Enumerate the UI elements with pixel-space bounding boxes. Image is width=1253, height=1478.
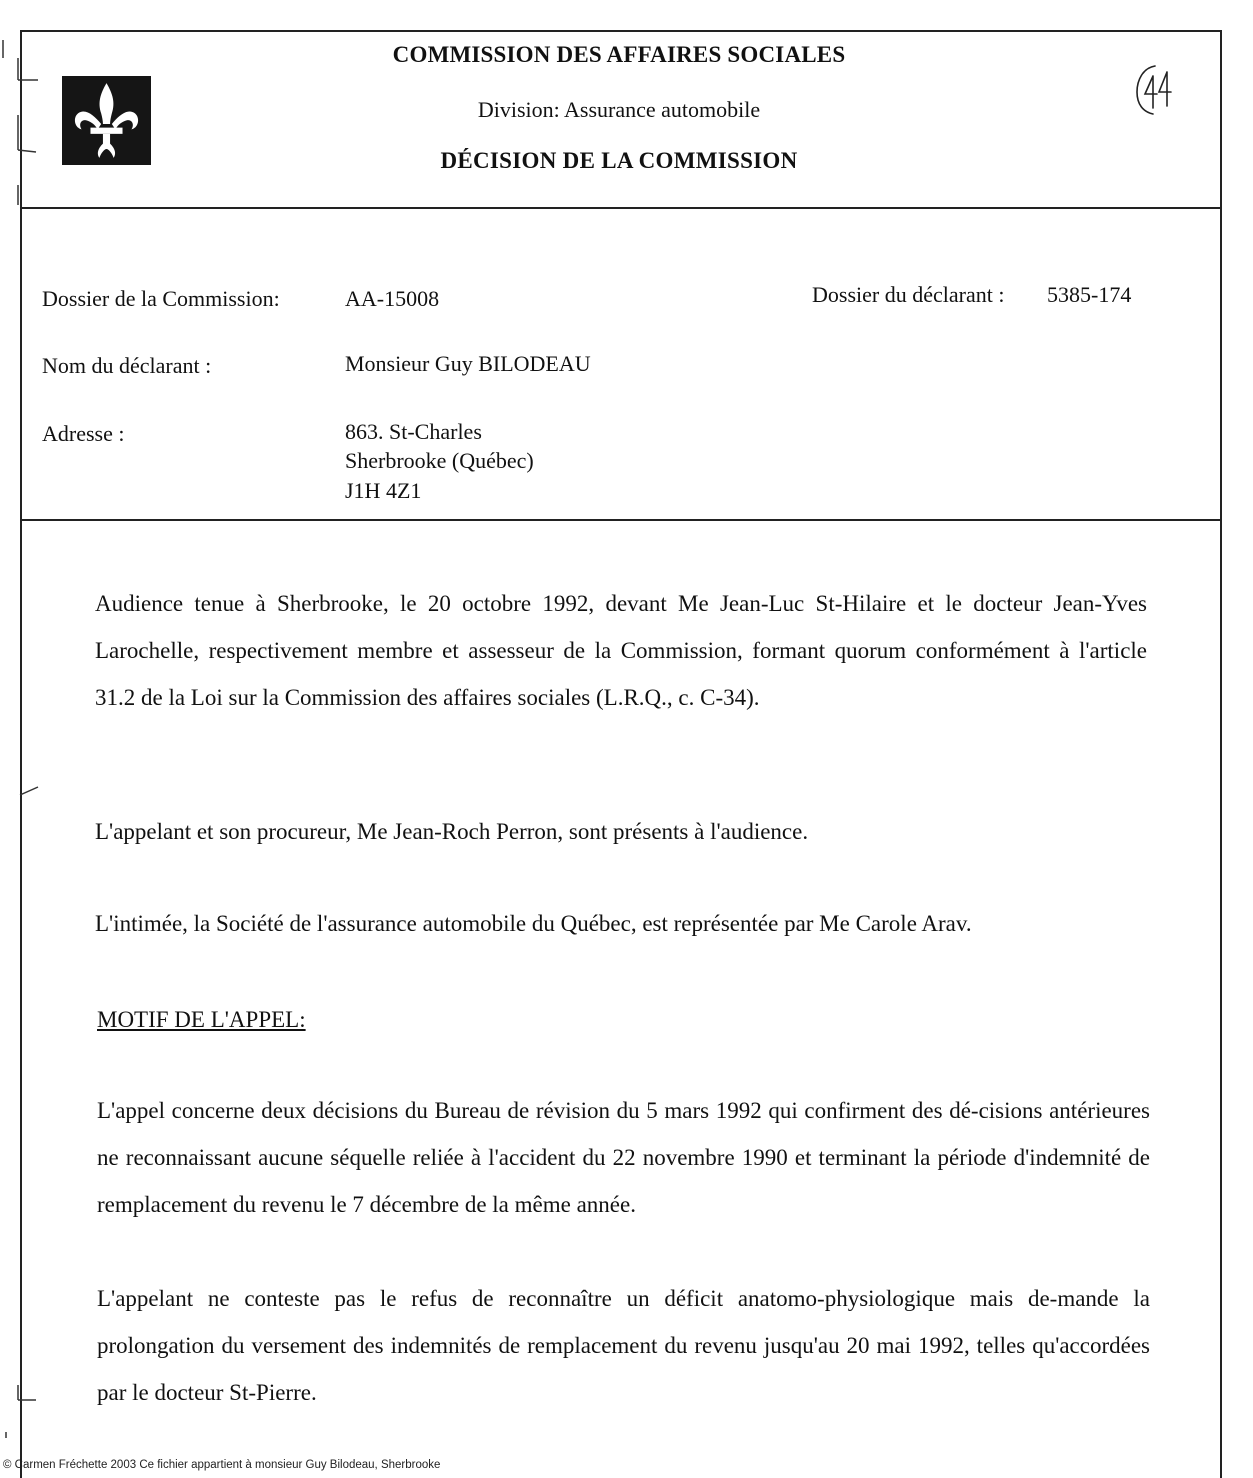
- section-heading-motif: MOTIF DE L'APPEL:: [97, 1007, 306, 1032]
- document-frame: [20, 30, 1222, 1478]
- commission-file-label: Dossier de la Commission:: [42, 286, 280, 311]
- document-title: DÉCISION DE LA COMMISSION: [440, 148, 798, 173]
- hearing-paragraph: Audience tenue à Sherbrooke, le 20 octobre 1992, devant Me Jean-Luc St-Hilaire et le docteur Jean-Yves Larochelle, respectivement membre et assesseur de la Commission, formant quorum conformément à l'article 31.2 de la Loi sur la Commission des affaires sociales (L.R.Q., c. C-34).: [95, 591, 1147, 710]
- respondent-paragraph: L'intimée, la Société de l'assurance automobile du Québec, est représentée par Me Carole Arav.: [95, 911, 972, 936]
- appeal-request-paragraph: L'appelant ne conteste pas le refus de reconnaître un déficit anatomo-physiologique mais de-mande la prolongation du versement des indemnités de remplacement du revenu jusqu'au 20 mai 1992, telles qu'accordées par le docteur St-Pierre.: [97, 1286, 1150, 1405]
- declarant-file-number: 5385-174: [1047, 282, 1132, 307]
- appellant-presence-paragraph: L'appelant et son procureur, Me Jean-Roch Perron, sont présents à l'audience.: [95, 819, 809, 844]
- copyright-footer: © Carmen Fréchette 2003 Ce fichier appartient à monsieur Guy Bilodeau, Sherbrooke: [3, 1459, 441, 1471]
- declarant-name-label: Nom du déclarant :: [42, 353, 212, 378]
- organization-name: COMMISSION DES AFFAIRES SOCIALES: [392, 42, 846, 67]
- case-info-divider: [20, 519, 1220, 521]
- address-postal-code: J1H 4Z1: [345, 478, 422, 503]
- scan-margin-marks: [0, 0, 40, 1476]
- address-street: 863. St-Charles: [345, 419, 482, 444]
- commission-file-number: AA-15008: [345, 286, 440, 311]
- address-city: Sherbrooke (Québec): [345, 448, 534, 473]
- header-divider: [20, 207, 1220, 209]
- address-label: Adresse :: [42, 421, 125, 446]
- division-label: Division: Assurance automobile: [477, 97, 761, 122]
- declarant-name: Monsieur Guy BILODEAU: [345, 351, 591, 376]
- handwritten-page-number: [1133, 62, 1179, 116]
- declarant-file-label: Dossier du déclarant :: [812, 282, 1005, 307]
- appeal-subject-paragraph: L'appel concerne deux décisions du Bureau de révision du 5 mars 1992 qui confirment des dé-cisions antérieures ne reconnaissant aucune séquelle reliée à l'accident du 22 novembre 1990 et terminant la période d'indemnité de remplacement du revenu le 7 décembre de la même année.: [97, 1098, 1150, 1217]
